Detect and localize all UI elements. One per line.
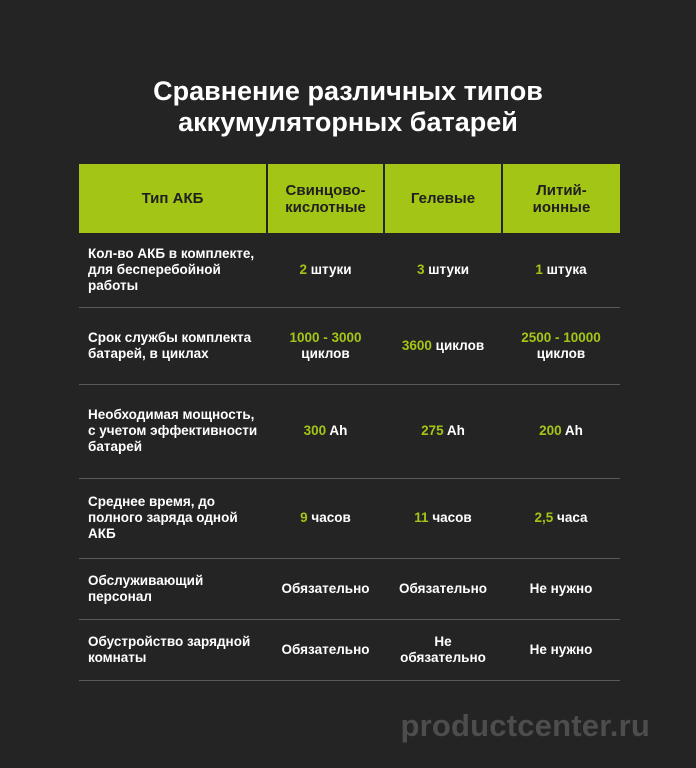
cell-lithium-ion: 2,5 часа (502, 478, 620, 558)
table-row (79, 307, 620, 384)
cell-lead-acid: Обязательно (267, 619, 384, 680)
table-header-row (79, 164, 620, 233)
cell-gel: 3 штуки (384, 233, 502, 307)
row-label: Обустройство зарядной комнаты (79, 619, 267, 680)
comparison-table (79, 164, 620, 681)
cell-lithium-ion: Не нужно (502, 619, 620, 680)
cell-gel: Не обязательно (384, 619, 502, 680)
watermark: productcenter.ru (400, 708, 650, 743)
header-gel: Гелевые (384, 164, 502, 233)
header-battery-type: Тип АКБ (79, 164, 267, 233)
row-label: Срок службы комплекта батарей, в циклах (79, 307, 267, 384)
cell-lead-acid: 9 часов (267, 478, 384, 558)
cell-gel: Обязательно (384, 558, 502, 619)
row-label: Необходимая мощность, с учетом эффективности батарей (79, 384, 267, 478)
cell-lead-acid: Обязательно (267, 558, 384, 619)
title-line-1: Сравнение различных типов (153, 76, 543, 106)
page-title (0, 76, 696, 138)
cell-lithium-ion: Не нужно (502, 558, 620, 619)
cell-lead-acid: 300 Ah (267, 384, 384, 478)
table-row (79, 233, 620, 307)
header-lithium-ion: Литий-ионные (502, 164, 620, 233)
header-lead-acid: Свинцово-кислотные (267, 164, 384, 233)
cell-lead-acid: 2 штуки (267, 233, 384, 307)
cell-lead-acid: 1000 - 3000 циклов (267, 307, 384, 384)
row-label: Обслуживающий персонал (79, 558, 267, 619)
table-row (79, 619, 620, 680)
row-label: Кол-во АКБ в комплекте, для бесперебойной работы (79, 233, 267, 307)
cell-lithium-ion: 1 штука (502, 233, 620, 307)
cell-lithium-ion: 2500 - 10000 циклов (502, 307, 620, 384)
cell-gel: 275 Ah (384, 384, 502, 478)
table-row (79, 558, 620, 619)
cell-lithium-ion: 200 Ah (502, 384, 620, 478)
cell-gel: 11 часов (384, 478, 502, 558)
table-row (79, 478, 620, 558)
title-line-2: аккумуляторных батарей (178, 107, 518, 137)
table-row (79, 384, 620, 478)
cell-gel: 3600 циклов (384, 307, 502, 384)
row-label: Среднее время, до полного заряда одной АКБ (79, 478, 267, 558)
